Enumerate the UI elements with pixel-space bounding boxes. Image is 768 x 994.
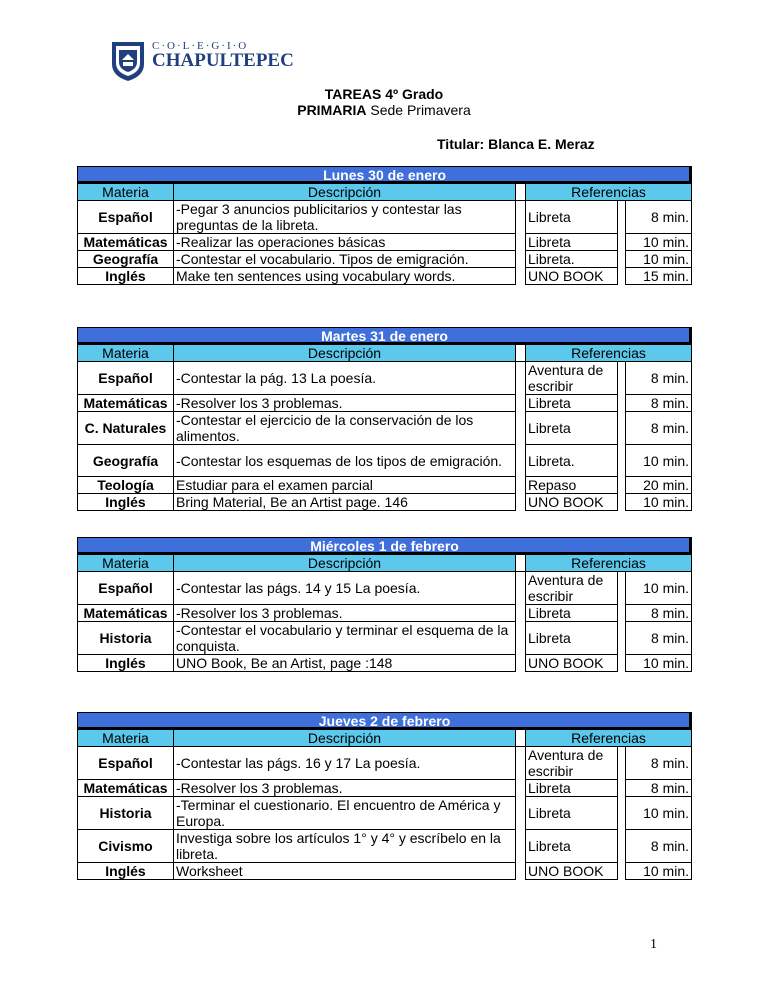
time-cell: 8 min. [626,412,692,445]
table-row [78,412,692,445]
time-cell: 8 min. [626,395,692,412]
subject-cell: Español [78,572,174,605]
gap-cell [618,747,626,780]
gap-cell [516,863,526,880]
gap-cell [618,797,626,830]
time-cell: 10 min. [626,863,692,880]
time-cell: 8 min. [626,780,692,797]
gap-cell [516,622,526,655]
gap-cell [516,477,526,494]
gap-cell [516,572,526,605]
gap-cell [516,412,526,445]
description-cell: Make ten sentences using vocabulary words. [174,268,516,285]
time-cell: 8 min. [626,622,692,655]
col-header-materia: Materia [78,184,174,201]
table-row [78,395,692,412]
day-table [77,712,692,880]
col-header-descripcion: Descripción [174,184,516,201]
gap-cell [516,655,526,672]
day-title: Lunes 30 de enero [78,167,692,184]
subject-cell: C. Naturales [78,412,174,445]
description-cell: Investiga sobre los artículos 1° y 4° y escríbelo en la libreta. [174,830,516,863]
table-row [78,477,692,494]
day-title: Miércoles 1 de febrero [78,538,692,555]
subject-cell: Español [78,201,174,234]
subject-cell: Historia [78,797,174,830]
reference-cell: UNO BOOK [526,494,618,511]
page-title: TAREAS 4º Grado [324,86,444,102]
time-cell: 8 min. [626,747,692,780]
gap-cell [618,572,626,605]
reference-cell: Libreta [526,797,618,830]
table-row [78,797,692,830]
crest-icon [108,38,148,82]
gap-cell [618,494,626,511]
gap-cell [516,494,526,511]
col-header-referencias: Referencias [526,555,692,572]
time-cell: 10 min. [626,234,692,251]
gap-cell [618,362,626,395]
gap-cell [618,605,626,622]
table-row [78,830,692,863]
gap-cell [516,747,526,780]
reference-cell: Repaso [526,477,618,494]
gap-cell [618,268,626,285]
gap-cell [516,251,526,268]
description-cell: Bring Material, Be an Artist page. 146 [174,494,516,511]
teacher-name: Titular: Blanca E. Meraz [437,136,595,152]
subject-cell: Matemáticas [78,605,174,622]
subject-cell: Español [78,362,174,395]
description-cell: Worksheet [174,863,516,880]
gap-cell [516,605,526,622]
gap-cell [618,477,626,494]
day-title: Jueves 2 de febrero [78,713,692,730]
description-cell: -Resolver los 3 problemas. [174,605,516,622]
col-gap [516,184,526,201]
gap-cell [516,201,526,234]
table-row [78,622,692,655]
logo-line2: CHAPULTEPEC [152,50,294,71]
logo-line1: C·O·L·E·G·I·O [152,40,249,52]
time-cell: 10 min. [626,251,692,268]
subject-cell: Geografía [78,445,174,477]
reference-cell: UNO BOOK [526,655,618,672]
description-cell: -Resolver los 3 problemas. [174,780,516,797]
gap-cell [618,234,626,251]
time-cell: 8 min. [626,605,692,622]
description-cell: Estudiar para el examen parcial [174,477,516,494]
reference-cell: Aventura de escribir [526,362,618,395]
time-cell: 20 min. [626,477,692,494]
gap-cell [618,780,626,797]
reference-cell: Libreta [526,234,618,251]
subject-cell: Inglés [78,268,174,285]
reference-cell: Libreta [526,395,618,412]
gap-cell [618,201,626,234]
reference-cell: UNO BOOK [526,268,618,285]
day-table [77,537,692,672]
time-cell: 8 min. [626,830,692,863]
description-cell: UNO Book, Be an Artist, page :148 [174,655,516,672]
table-row [78,655,692,672]
reference-cell: Libreta [526,622,618,655]
subject-cell: Inglés [78,655,174,672]
gap-cell [516,268,526,285]
description-cell: -Terminar el cuestionario. El encuentro de América y Europa. [174,797,516,830]
gap-cell [516,830,526,863]
description-cell: -Contestar el vocabulario. Tipos de emigración. [174,251,516,268]
gap-cell [618,395,626,412]
day-title: Martes 31 de enero [78,328,692,345]
gap-cell [618,863,626,880]
description-cell: -Contestar los esquemas de los tipos de emigración. [174,445,516,477]
table-row [78,494,692,511]
subject-cell: Inglés [78,494,174,511]
time-cell: 10 min. [626,494,692,511]
description-cell: -Contestar la pág. 13 La poesía. [174,362,516,395]
reference-cell: Aventura de escribir [526,747,618,780]
reference-cell: Libreta [526,780,618,797]
subject-cell: Civismo [78,830,174,863]
gap-cell [618,251,626,268]
reference-cell: Libreta [526,412,618,445]
gap-cell [618,445,626,477]
reference-cell: Aventura de escribir [526,572,618,605]
description-cell: -Contestar las págs. 14 y 15 La poesía. [174,572,516,605]
table-row [78,268,692,285]
gap-cell [618,830,626,863]
reference-cell: Libreta [526,830,618,863]
table-row [78,201,692,234]
subtitle-bold: PRIMARIA [297,102,367,118]
subject-cell: Historia [78,622,174,655]
description-cell: -Contestar el vocabulario y terminar el esquema de la conquista. [174,622,516,655]
page-number: 1 [650,937,657,952]
col-gap [516,555,526,572]
time-cell: 10 min. [626,655,692,672]
page-subtitle [0,102,768,118]
col-header-materia: Materia [78,730,174,747]
gap-cell [516,780,526,797]
subject-cell: Inglés [78,863,174,880]
reference-cell: Libreta [526,201,618,234]
table-row [78,572,692,605]
gap-cell [516,234,526,251]
subject-cell: Matemáticas [78,395,174,412]
table-row [78,780,692,797]
col-header-referencias: Referencias [526,730,692,747]
col-gap [516,345,526,362]
table-row [78,747,692,780]
gap-cell [516,395,526,412]
table-row [78,234,692,251]
table-row [78,445,692,477]
time-cell: 8 min. [626,201,692,234]
day-table [77,166,692,285]
col-header-descripcion: Descripción [174,730,516,747]
description-cell: -Realizar las operaciones básicas [174,234,516,251]
col-header-materia: Materia [78,345,174,362]
subject-cell: Español [78,747,174,780]
time-cell: 10 min. [626,572,692,605]
subject-cell: Matemáticas [78,780,174,797]
table-row [78,362,692,395]
reference-cell: Libreta. [526,445,618,477]
time-cell: 8 min. [626,362,692,395]
col-gap [516,730,526,747]
subject-cell: Teología [78,477,174,494]
gap-cell [618,412,626,445]
subtitle-rest: Sede Primavera [366,102,471,118]
col-header-materia: Materia [78,555,174,572]
gap-cell [516,445,526,477]
gap-cell [516,797,526,830]
table-row [78,863,692,880]
col-header-descripcion: Descripción [174,345,516,362]
reference-cell: Libreta [526,605,618,622]
time-cell: 10 min. [626,445,692,477]
col-header-descripcion: Descripción [174,555,516,572]
subject-cell: Geografía [78,251,174,268]
time-cell: 10 min. [626,797,692,830]
table-row [78,251,692,268]
gap-cell [618,622,626,655]
col-header-referencias: Referencias [526,184,692,201]
reference-cell: Libreta. [526,251,618,268]
reference-cell: UNO BOOK [526,863,618,880]
gap-cell [618,655,626,672]
school-logo [108,38,294,84]
table-row [78,605,692,622]
description-cell: -Resolver los 3 problemas. [174,395,516,412]
description-cell: -Contestar las págs. 16 y 17 La poesía. [174,747,516,780]
description-cell: -Pegar 3 anuncios publicitarios y contestar las preguntas de la libreta. [174,201,516,234]
time-cell: 15 min. [626,268,692,285]
day-table [77,327,692,511]
gap-cell [516,362,526,395]
col-header-referencias: Referencias [526,345,692,362]
description-cell: -Contestar el ejercicio de la conservación de los alimentos. [174,412,516,445]
subject-cell: Matemáticas [78,234,174,251]
